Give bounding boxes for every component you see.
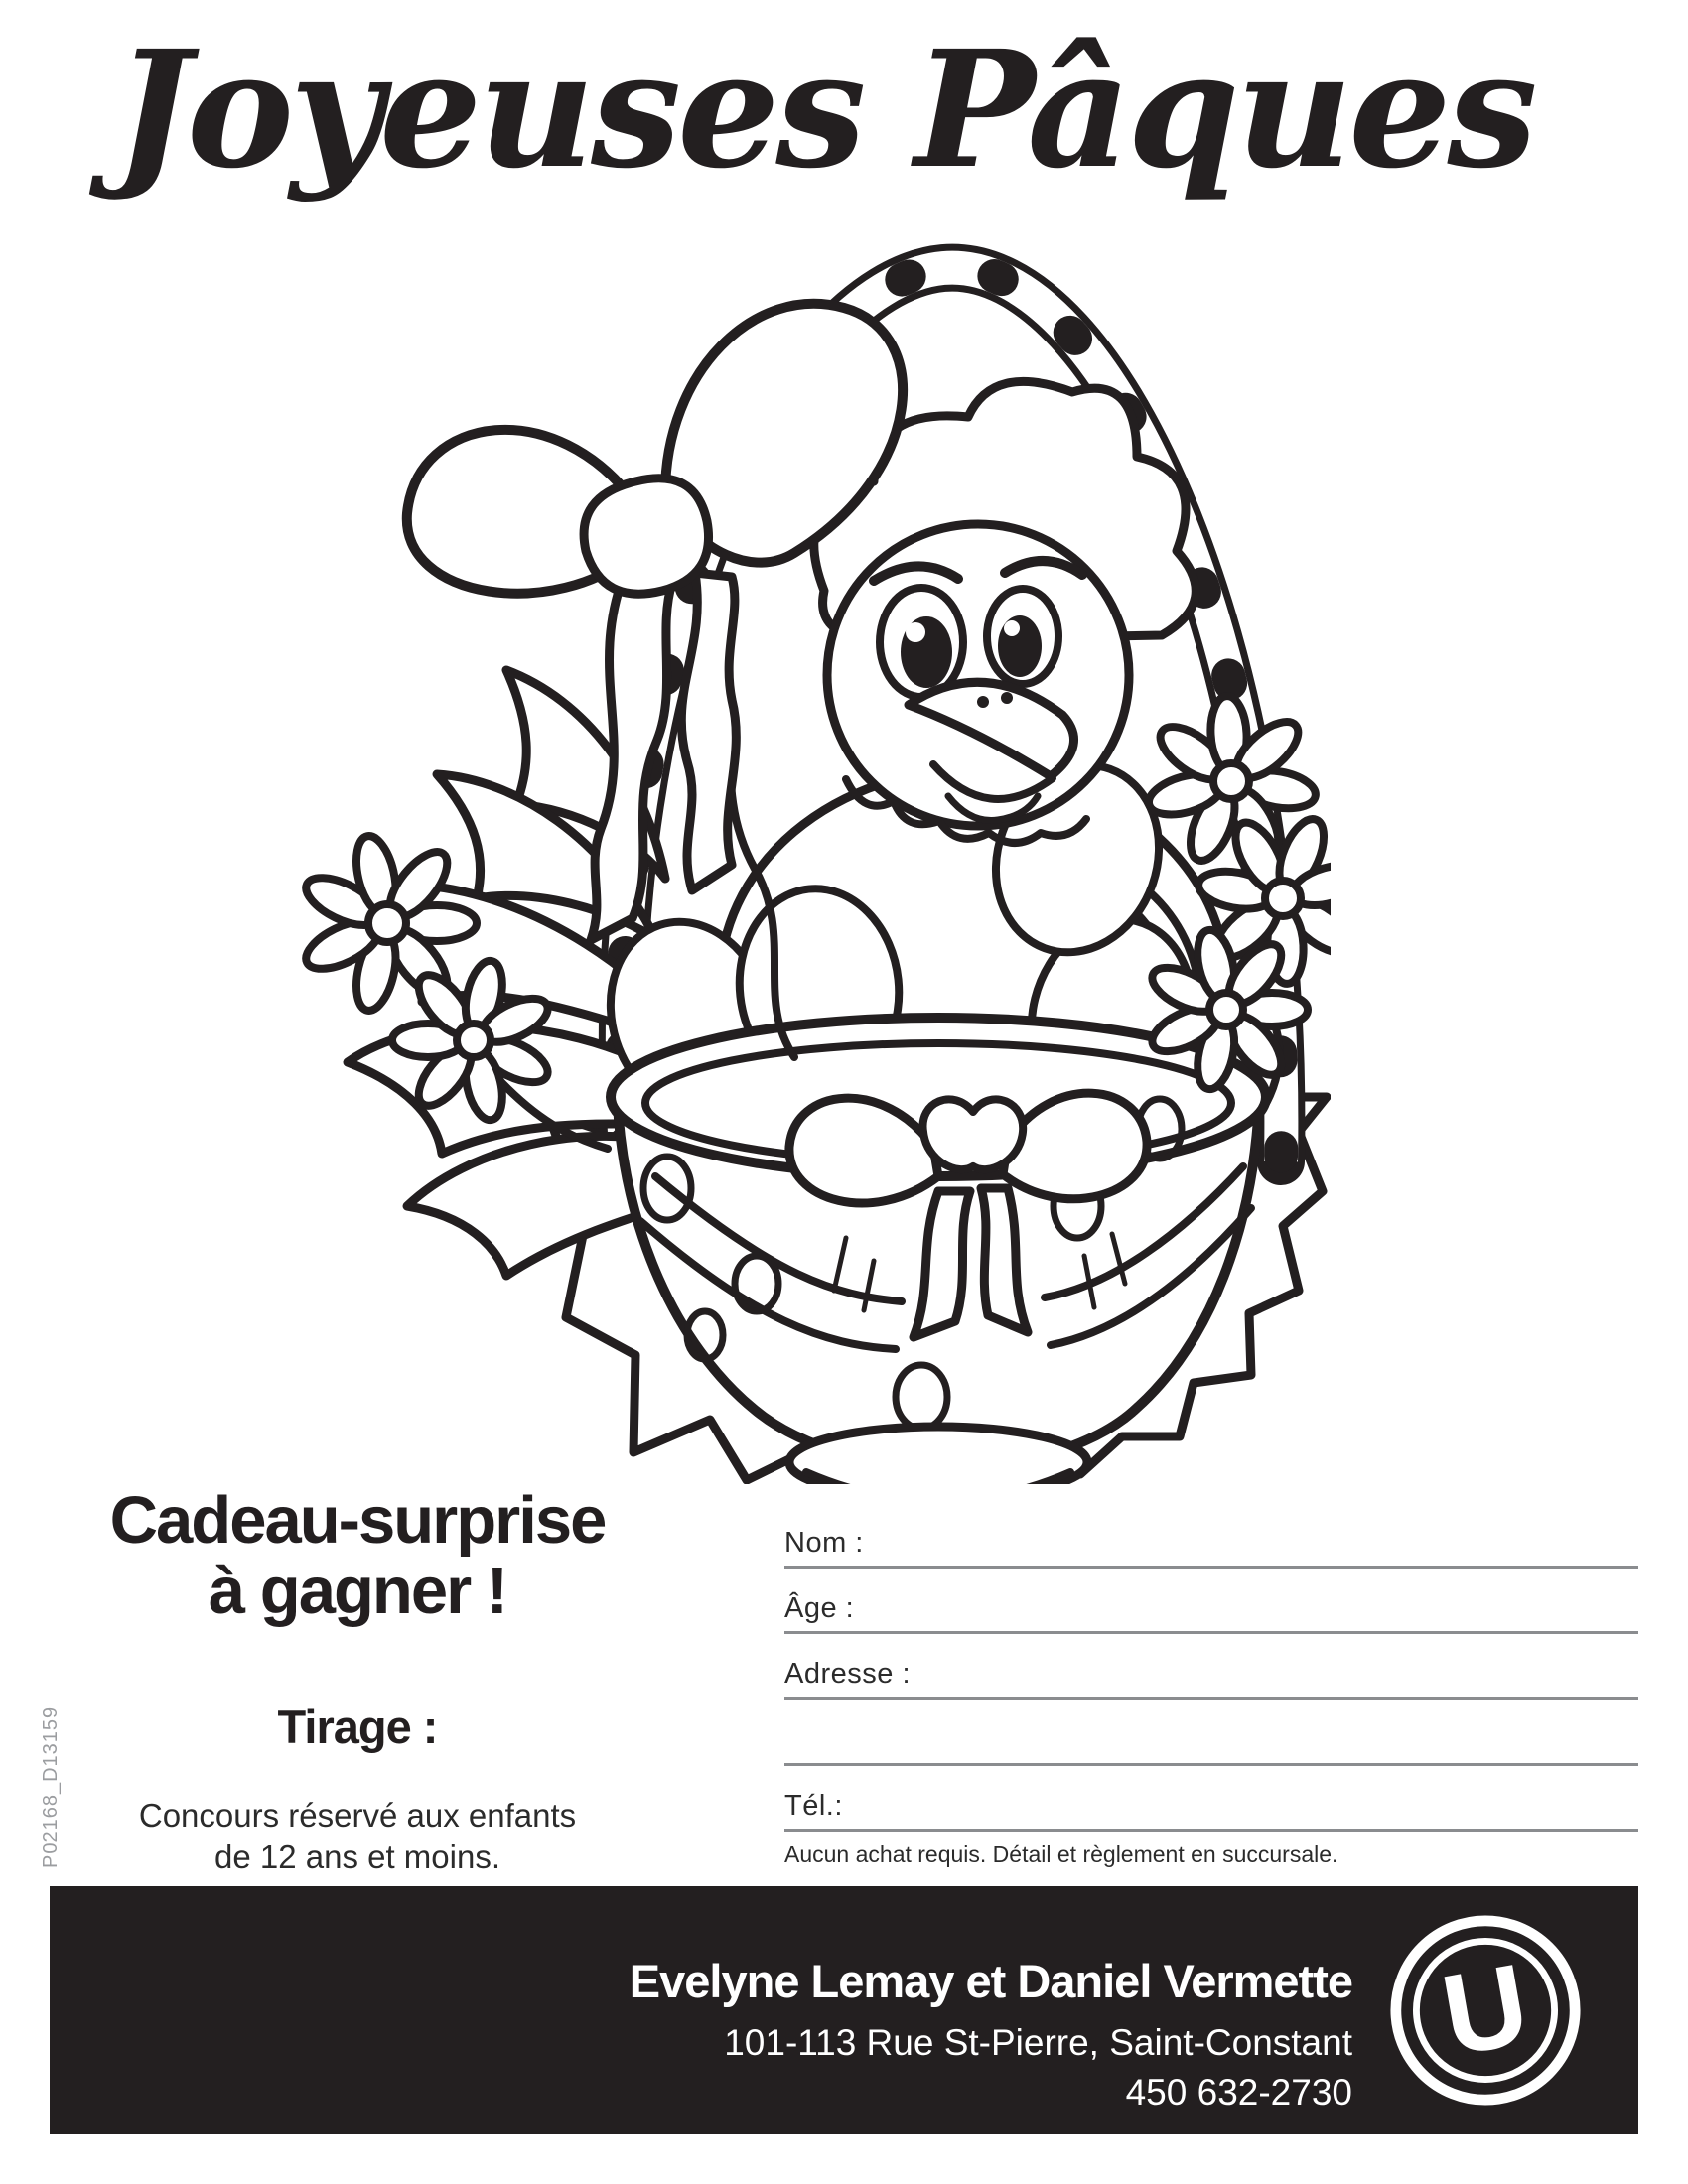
name-field[interactable] (784, 1508, 1638, 1569)
easter-chick-illustration (238, 223, 1331, 1484)
eligibility-note (74, 1795, 640, 1878)
store-address: 101-113 Rue St-Pierre, Saint-Constant (724, 2022, 1352, 2063)
store-info (630, 1954, 1352, 2117)
logo-letter: U (1433, 1938, 1538, 2081)
store-phone: 450 632-2730 (1125, 2071, 1352, 2113)
prize-headline (74, 1483, 640, 1629)
prize-headline-line2: à gagner ! (208, 1554, 507, 1629)
eligibility-line1: Concours réservé aux enfants (138, 1797, 577, 1834)
age-label: Âge : (784, 1592, 855, 1624)
address-label: Adresse : (784, 1658, 911, 1690)
uniprix-logo-icon (1388, 1913, 1583, 2108)
phone-field[interactable] (784, 1771, 1638, 1832)
name-label: Nom : (784, 1527, 864, 1559)
page-title: Joyeuses Pâques (114, 16, 1534, 205)
basket-foot (789, 1427, 1087, 1484)
prize-headline-line1: Cadeau-surprise (109, 1483, 606, 1558)
eligibility-line2: de 12 ans et moins. (213, 1839, 500, 1876)
draw-date-label: Tirage : (277, 1701, 438, 1753)
address-field[interactable] (784, 1639, 1638, 1700)
store-owners: Evelyne Lemay et Daniel Vermette (629, 1955, 1352, 2007)
age-field[interactable] (784, 1573, 1638, 1634)
contest-disclaimer: Aucun achat requis. Détail et règlement en succursale. (784, 1842, 1338, 1867)
production-code: P02168_D13159 (40, 1706, 62, 1868)
phone-label: Tél.: (784, 1790, 843, 1822)
address-field-line2[interactable] (784, 1706, 1638, 1766)
